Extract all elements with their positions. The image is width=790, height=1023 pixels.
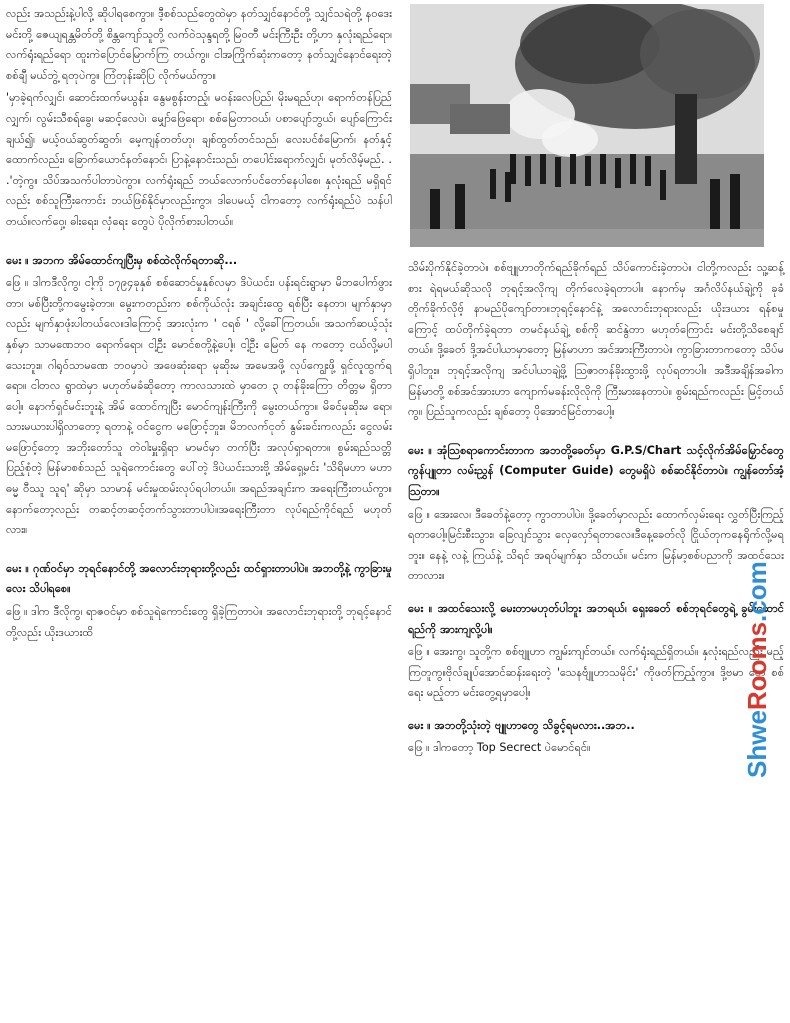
watermark-rooms: Rooms <box>742 622 772 711</box>
battle-scene-image <box>410 4 764 247</box>
watermark-com: .com <box>742 561 772 623</box>
battle-illustration <box>410 4 764 247</box>
paragraph-poem: 'မှာခဲ့ရက်လျှင်၊ ဆောင်းထက်မယွန်း၊ နွေမစွန်းတည့်၊ မဝန်းလေပြည်၊ မိုးမရည်ဟု၊ ရောက်တန်ပြည်လျှက်၊ လွမ်းသီစရ်ခွေ၊ မဆင့်လေပဲ၊ မျှော်ဖြေရော၊ စစ်မြေတာဝယ်၊ ပစာပျော်ဘွယ်၊ ပျော်ကြောင်းချယ်၍၊ မယ့်ဝယ်ဆွတ်ဆွတ်၊ မေ့ကျန်တတ်ဟု၊ ချစ်ထွတ်တင်သည်၊ လေးပင်စံမြောက်၊ နတ်နှင့်ထောက်လည်း၊ ခြောက်ယောင်နတ်နောင်၊ ပြာနဲ့နောင်းသည်၊ တပေါင်းရောက်လျှင်၊ မုတ်လိမ့်မည်. . .'တဲ့ကွ။ သိပ်အသက်ပါတာပဲကွာ။ လက်ရုံးရည် ဘယ်လောက်ပင်တော်နေပါစေ၊ နှလုံးရည် မရှိရင်လည်း စစ်သူကြီးကောင်း ဘယ်ဖြစ်နိုင်မှာလည်းကွာ၊ ဒါပေမယ့် ငါကတော့ လက်ရုံးရည်ပဲ သန်ပါတယ်။လက်ဝှေ့၊ ဓါးရေး၊ လှံရေး တွေပဲ ပိုလိုက်စားပါတယ်။ <box>6 91 392 228</box>
question-history: မေး ။ ဂုဏ်ဝင်မှာ ဘုရင်နောင်တို့ အလောင်းဘုရားတို့လည်း ထင်ရှားတာပါပဲ။ အဘတို့နဲ့ ကွာခြားမှုလေး သိပါရစေ။ <box>6 561 392 596</box>
paragraph-intro: လည်း အသည်းနဲ့ပါလို့ ဆိုပါရစေကွာ။ ဒီ့စစ်သည်တွေထဲမှာ နတ်သျှင်နောင်တို့ သျှင်သရဲတို့ နဝဒေးမင်းတို့ ဇေယျရန္တမိတ်တို့ စိန္တကျော်သူတို့ လက်ဝဲသုန္ဒရတို့ မြဝတီ မင်းကြီးဦး တို့ဟာ နှလုံးရည်ရော၊ လက်ရုံးရည်ရော ထူးကဲပြောင်မြောက်ကြ တယ်ကွ။ ငါအကြိုက်ဆုံးကတော့ နတ်သျှင်နောင်ရေးတဲ့စစ်ချီ မယ်ဘွဲ့ ရတုပဲကွ။ ကြံတုန်းဆိုပြ လိုက်မယ်ကွာ။ <box>6 7 392 82</box>
answer-marriage: ဖြေ ။ ဒါကဒီလိုကွ၊ ငါ့ကို ၁၇၉၄ခုနှစ် စစ်ဆောင်မှုနှစ်လမှာ ဒိပဲယင်း၊ ပန်းရင်းရွာမှာ မိဘပေါက်ဖွားတာ၊ မစ်ပြီးတို့ကမွေးခဲ့တာ။ မွေးကတည်းက စစ်ကိုယ်လုံး အချင်းထွေ ရစ်ပြီး နေတာ၊ မျက်နှာမှာလည်း မျက်နှာဖုံးပါတယ်လေ။ဒါကြောင့် အားလုံးက ' ငရစ် ' လို့ခေါ်ကြတယ်။ အသက်ဆယ့်သုံးနှစ်မှာ သာမဏေဘဝ ရောက်ရော၊ ငါ့ဦး မောင်စတို့နဲ့ပေါ့။ ငါ့ဦး မြေတ် နေ ကတော့ ငယ်လို့မပါသေးဘူး။ ဂါရုဝ်သာမဏေ ဘဝမှာပဲ အဖေဆုံးရော မုဆိုးမ အမေအဖို့ လုပ်ကျွေးဖို့ ရှင်လူထွက်ရ ရော။ ငါတလ ရွာထဲမှာ မဟုတ်မခံဆိုတော့ ကာလသားထဲ မှာတေ ၃ တန်ခိုးကြော တိတ္တမ ရှိတာပေါ့။ နောက်ရှင်မင်းဘူးနဲ့ အိမ် ထောင်ကျပြီး မောင်ကျန်းကြီးကို မွေးတယ်ကွာ။ မိခင်မုဆိုးမ ရော၊ သားမယားပါရှိလာတော့ ရတာနဲ့ ဝင်ငွေက မဖြောင့်ဘူး။ မိဘလက်ငုတ် နွမ်းခင်းကလည်း ငွေလမ်း မဖြောင့်တော့ အဘိုးတော်သူ တဲဝါးမှူးရှိရာ မာမင်မှာ တက်ပြီး အလုပ်ရှာရတာ။ စွမ်းရည်သတ္တိ ပြည့်စုံတဲ့ မြန်မာစစ်သည် သူရဲကောင်းတွေ ပေါ်တဲ့ ဒိပဲယင်းသားဗို့ အိမ်ရှေ့မင်း 'သိရိမဟာ မဟာဓမ္မ ဝီဿူ သူရ' ဆိုမှာ သာမာန် မင်းမှုထမ်းလုပ်ရပါတယ်။ အရည်အချင်းက အရေးကြီးတယ်ကွာ။ နောက်တော့လည်း တဆင့်တဆင့်တက်သွားတာပါပဲ။အရေးကြီးတာ လုပ်ရည်ကိုင်ရည် မဟုတ်လား။ <box>6 276 392 537</box>
answer-admiration: ဖြေ ။ အေးကွ၊ သူတို့က စစ်ဗျူဟာ ကျွမ်းကျင်တယ်။ လက်ရုံးရည်ရှိတယ်။ နှလုံးရည်လည်း မည့်ကြတူကွ။ဗိုလ်ချုပ်အောင်ဆန်းရေးတဲ့ 'သေနင်္ဗျူဟာသမိုင်း' ကိုဖတ်ကြည့်ကွာ။ ဒို့ဗမာ တွေ စစ်ရေး မည့်တာ မင်းတွေ့ရမှာပေါ့။ <box>408 645 784 700</box>
answer-navigation: ဖြေ ။ အေးလေ၊ ဒီခေတ်နဲ့တော့ ကွာတာပါပဲ။ ဒို့ခေတ်မှာလည်း ထောက်လှမ်းရေး လွှတ်ပြီးကြည့်ရတာပေါ့။မြင်းစီးသွား၊ ခြေလျင်သွား လှေလှော်ရတာလေ။ဒီနေ့ခေတ်လို ငြိုယ်တုကနေရိုက်လို့မရဘူး။ နေနဲ့ လနဲ့ ကြယ်နဲ့ သိရင် အရပ်မျက်နှာ သိတယ်။ မင်းက မြန်မာ့စစ်ပညာကို အထင်သေးတာလား။ <box>408 507 784 583</box>
answer-strategy: ဖြေ ။ ဒါကတော့ Top Secrect ပဲမောင်ရင်။ <box>408 741 591 755</box>
left-column <box>6 4 392 645</box>
question-marriage: မေး ။ အဘက အိမ်ထောင်ကျပြီးမှ စစ်ထဲလိုက်ရတာဆို... <box>6 253 238 267</box>
right-column <box>408 258 784 761</box>
watermark-shwe: Shwe <box>742 710 772 779</box>
answer-history: ဖြေ ။ ဒါက ဒီလိုကွ၊ ရာဇဝင်မှာ စစ်သူရဲကောင်းတွေ ရှိခဲ့ကြတာပဲ။ အလောင်းဘုရားတို့ ဘုရင့်နောင်တို့လည်း ယိုးဒယားထိ <box>6 605 392 639</box>
shwerooms-watermark <box>742 540 790 800</box>
question-navigation: မေး ။ အုံဩစရာကောင်းတာက အဘတို့ခေတ်မှာ G.P.S/Chart သင့်လိုက်အိမ်မြှောင်တွေ ကွန်ပျူတာ လမ်းညွှန် (Computer Guide) တွေမရှိပဲ စစ်ဆင်နိုင်တာပဲ။ ကျွန်တော်အံ့သြတာ။ <box>408 443 784 498</box>
paragraph-continuation: သိမ်းပိုက်နိုင်ခဲ့တာပဲ။ စစ်ဗျူဟာတိုက်ရည်ခိုက်ရည် သိပ်ကောင်းခဲ့တာပဲ။ ငါတို့ကလည်း သူ့ဆန့်စား ရဲရမယ်ဆိုသလို ဘုရင့်အလိုကျ တိုက်လေခဲ့ရတာပါ။ နောက်မှ အင်္ဂလိပ်နယ်ချဲ့ကို ခုခံတိုက်ခိုက်လိုဗ့် နာမည်ပိုကျော်တာ။ဘုရင့်နောင်နဲ့ အလောင်းဘုရားလည်း ယိုးဒယား ရန်စမှုကြောင့် ထပ်တိုက်ခဲ့ရတာ တမင်နယ်ချဲ့ စစ်ကို ဆင်နွဲတာ မဟုတ်ကြောင်း မင်းတို့သိစေချင်တယ်။ ဒို့ခေတ် ဒို့အင်ပါယာမှာတော့ မြန်မာဟာ အင်အားကြီးတာပဲ။ ကွာခြားတာကတော့ သိပ်မရှိပါဘူး။ ဘုရင့်အလိုကျ အင်ပါယာချဲ့ဖို့ ဩဇာတန်ခိုးထွားဖို့ လုပ်ရတာပါ။ အဒီအချိန်အခါက မြန်မာတို့ စစ်အင်အားဟာ ကျောက်မခန်းလိုလိုကို ကြီးမားနေတာပဲ။ စွမ်းရည်ကလည်း မြင့်တယ်ကွ။ ပြည်သူကလည်း ချစ်တော့ ပိုအောင်မြင်တာပေါ့။ <box>408 261 784 419</box>
question-strategy: မေး ။ အဘတို့သုံးတဲ့ ဗျူဟာတွေ သိခွင့်ရမလား..အဘ.. <box>408 718 635 732</box>
question-admiration: မေး ။ အထင်သေးလို့ မေးတာမဟုတ်ပါဘူး အဘရယ်၊ ရှေးခေတ် စစ်ဘုရင်တွေရဲ့ ခွမ်းဆောင်ရည်ကို အားကျလို့ပါ။ <box>408 601 784 636</box>
